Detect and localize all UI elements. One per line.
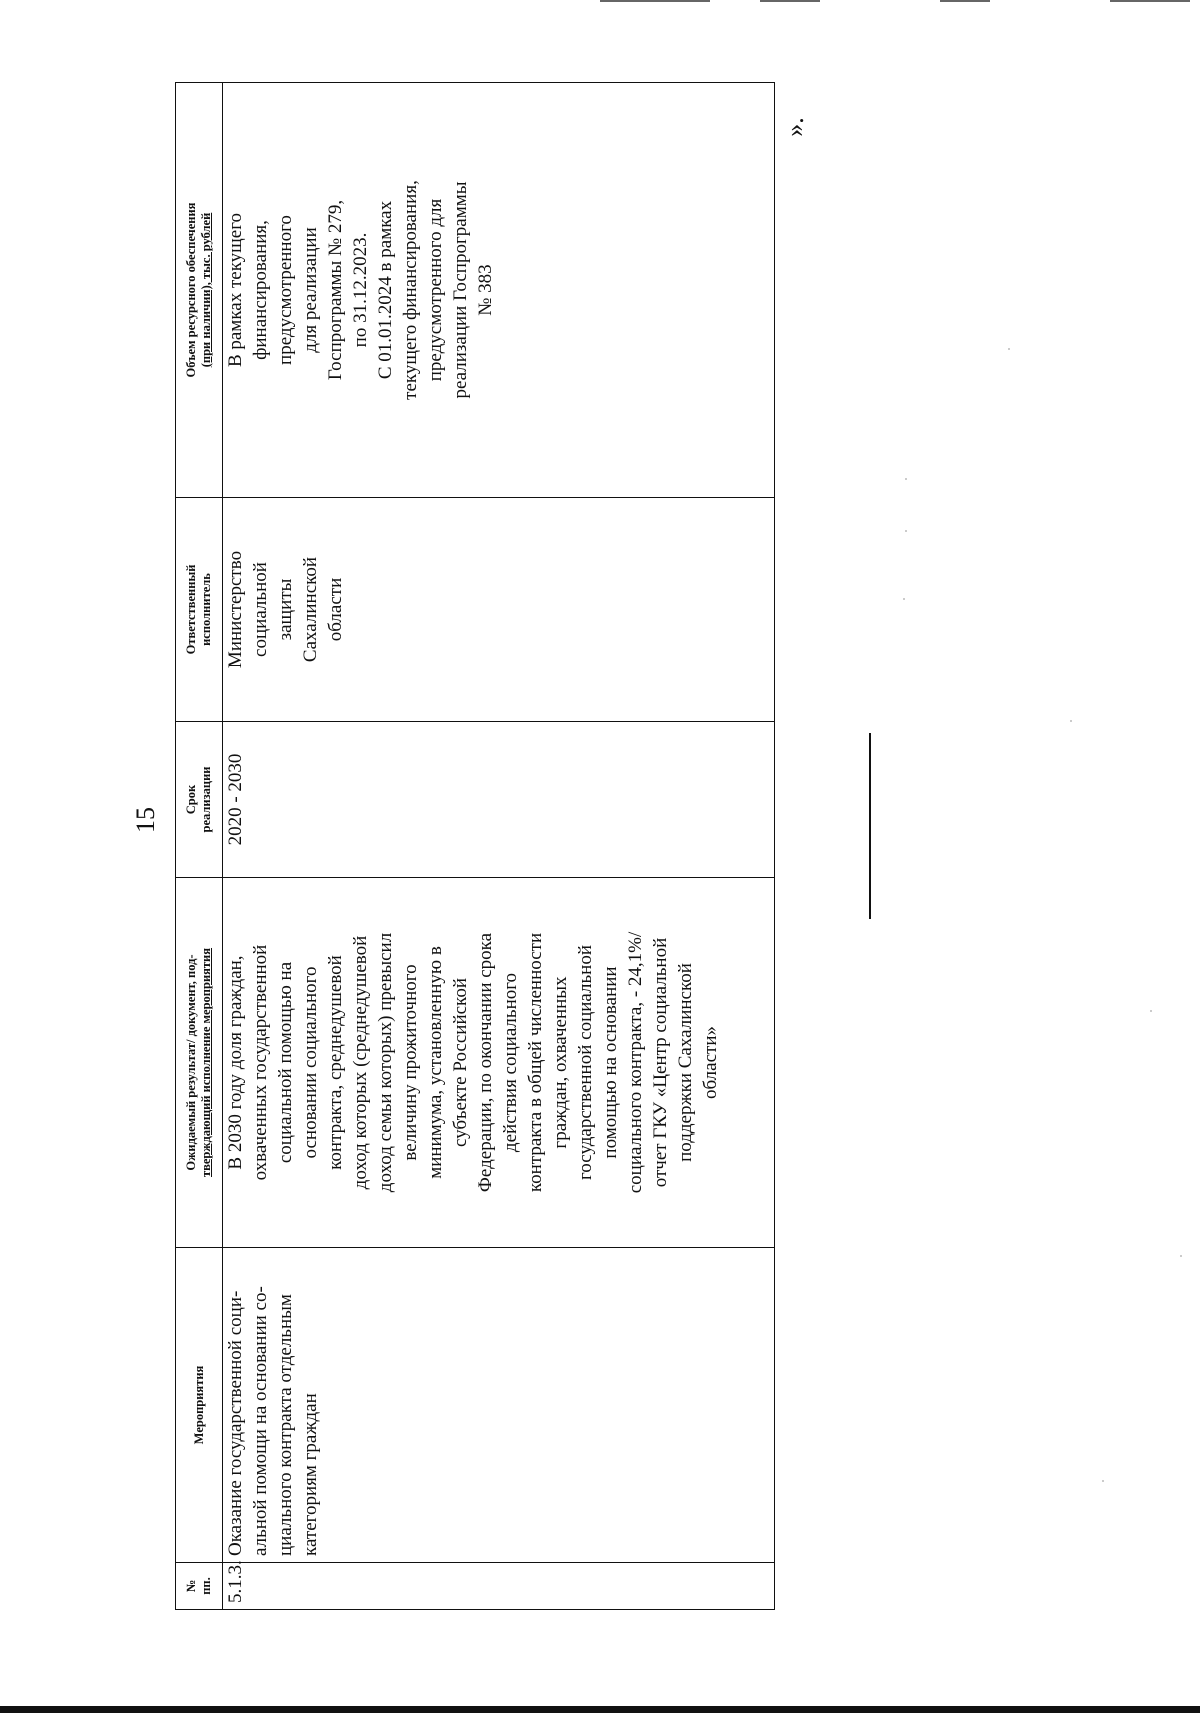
- cell-num: 5.1.3.: [223, 1563, 775, 1610]
- header-term: Срок реализации: [176, 722, 223, 878]
- scan-speck: [1150, 1010, 1152, 1012]
- scan-speck: [1070, 720, 1072, 722]
- table-row: [223, 83, 775, 1610]
- scan-bottom-edge: [0, 1706, 1200, 1713]
- scan-edge-mark: [760, 0, 820, 2]
- rotated-table-wrapper: [175, 83, 775, 1610]
- header-result: Ожидаемый результат/ документ, под- тверждающий исполнение мероприятия: [176, 878, 223, 1248]
- scan-speck: [1180, 1255, 1182, 1257]
- header-num: № пп.: [176, 1563, 223, 1610]
- cell-result: В 2030 году доля граждан, охваченных государственной социальной помощью на основании социального контракта, среднедушевой доход которых (среднедушевой доход семьи которых) превысил величину прожиточного минимума, установленную в субъекте Российской Федерации, по окончании срока действия социального контракта в общей численности граждан, охваченных государственной социальной помощью на основании социального контракта, - 24,1%/ отчет ГКУ «Центр социальной поддержки Сахалинской области»: [223, 878, 775, 1248]
- page-number: 15: [131, 807, 160, 833]
- closing-quote-mark: ».: [779, 117, 809, 137]
- table-header-row: [176, 83, 223, 1610]
- scan-speck: [1008, 348, 1010, 350]
- header-event: Мероприятия: [176, 1248, 223, 1563]
- scan-speck: [903, 598, 905, 600]
- header-funding: Объем ресурсного обеспечения (при наличии), тыс. рублей: [176, 83, 223, 498]
- cell-executor: Министерство социальной защиты Сахалинской области: [223, 498, 775, 722]
- cell-funding: В рамках текущего финансирования, предусмотренного для реализации Госпрограммы № 279, по 31.12.2023. С 01.01.2024 в рамках текущего финансирования, предусмотренного для реализации Госпрограммы № 383: [223, 83, 775, 498]
- separator-line: [869, 733, 871, 919]
- cell-term: 2020 - 2030: [223, 722, 775, 878]
- scan-edge-mark: [1110, 0, 1190, 2]
- scan-edge-mark: [940, 0, 990, 2]
- scan-speck: [905, 530, 907, 532]
- header-executor: Ответственный исполнитель: [176, 498, 223, 722]
- scan-speck: [1102, 1480, 1104, 1482]
- scan-speck: [905, 478, 907, 480]
- scan-edge-mark: [600, 0, 710, 2]
- measures-table: [175, 82, 775, 1610]
- cell-event: Оказание государственной соци- альной помощи на основании со- циального контракта отдельным категориям граждан: [223, 1248, 775, 1563]
